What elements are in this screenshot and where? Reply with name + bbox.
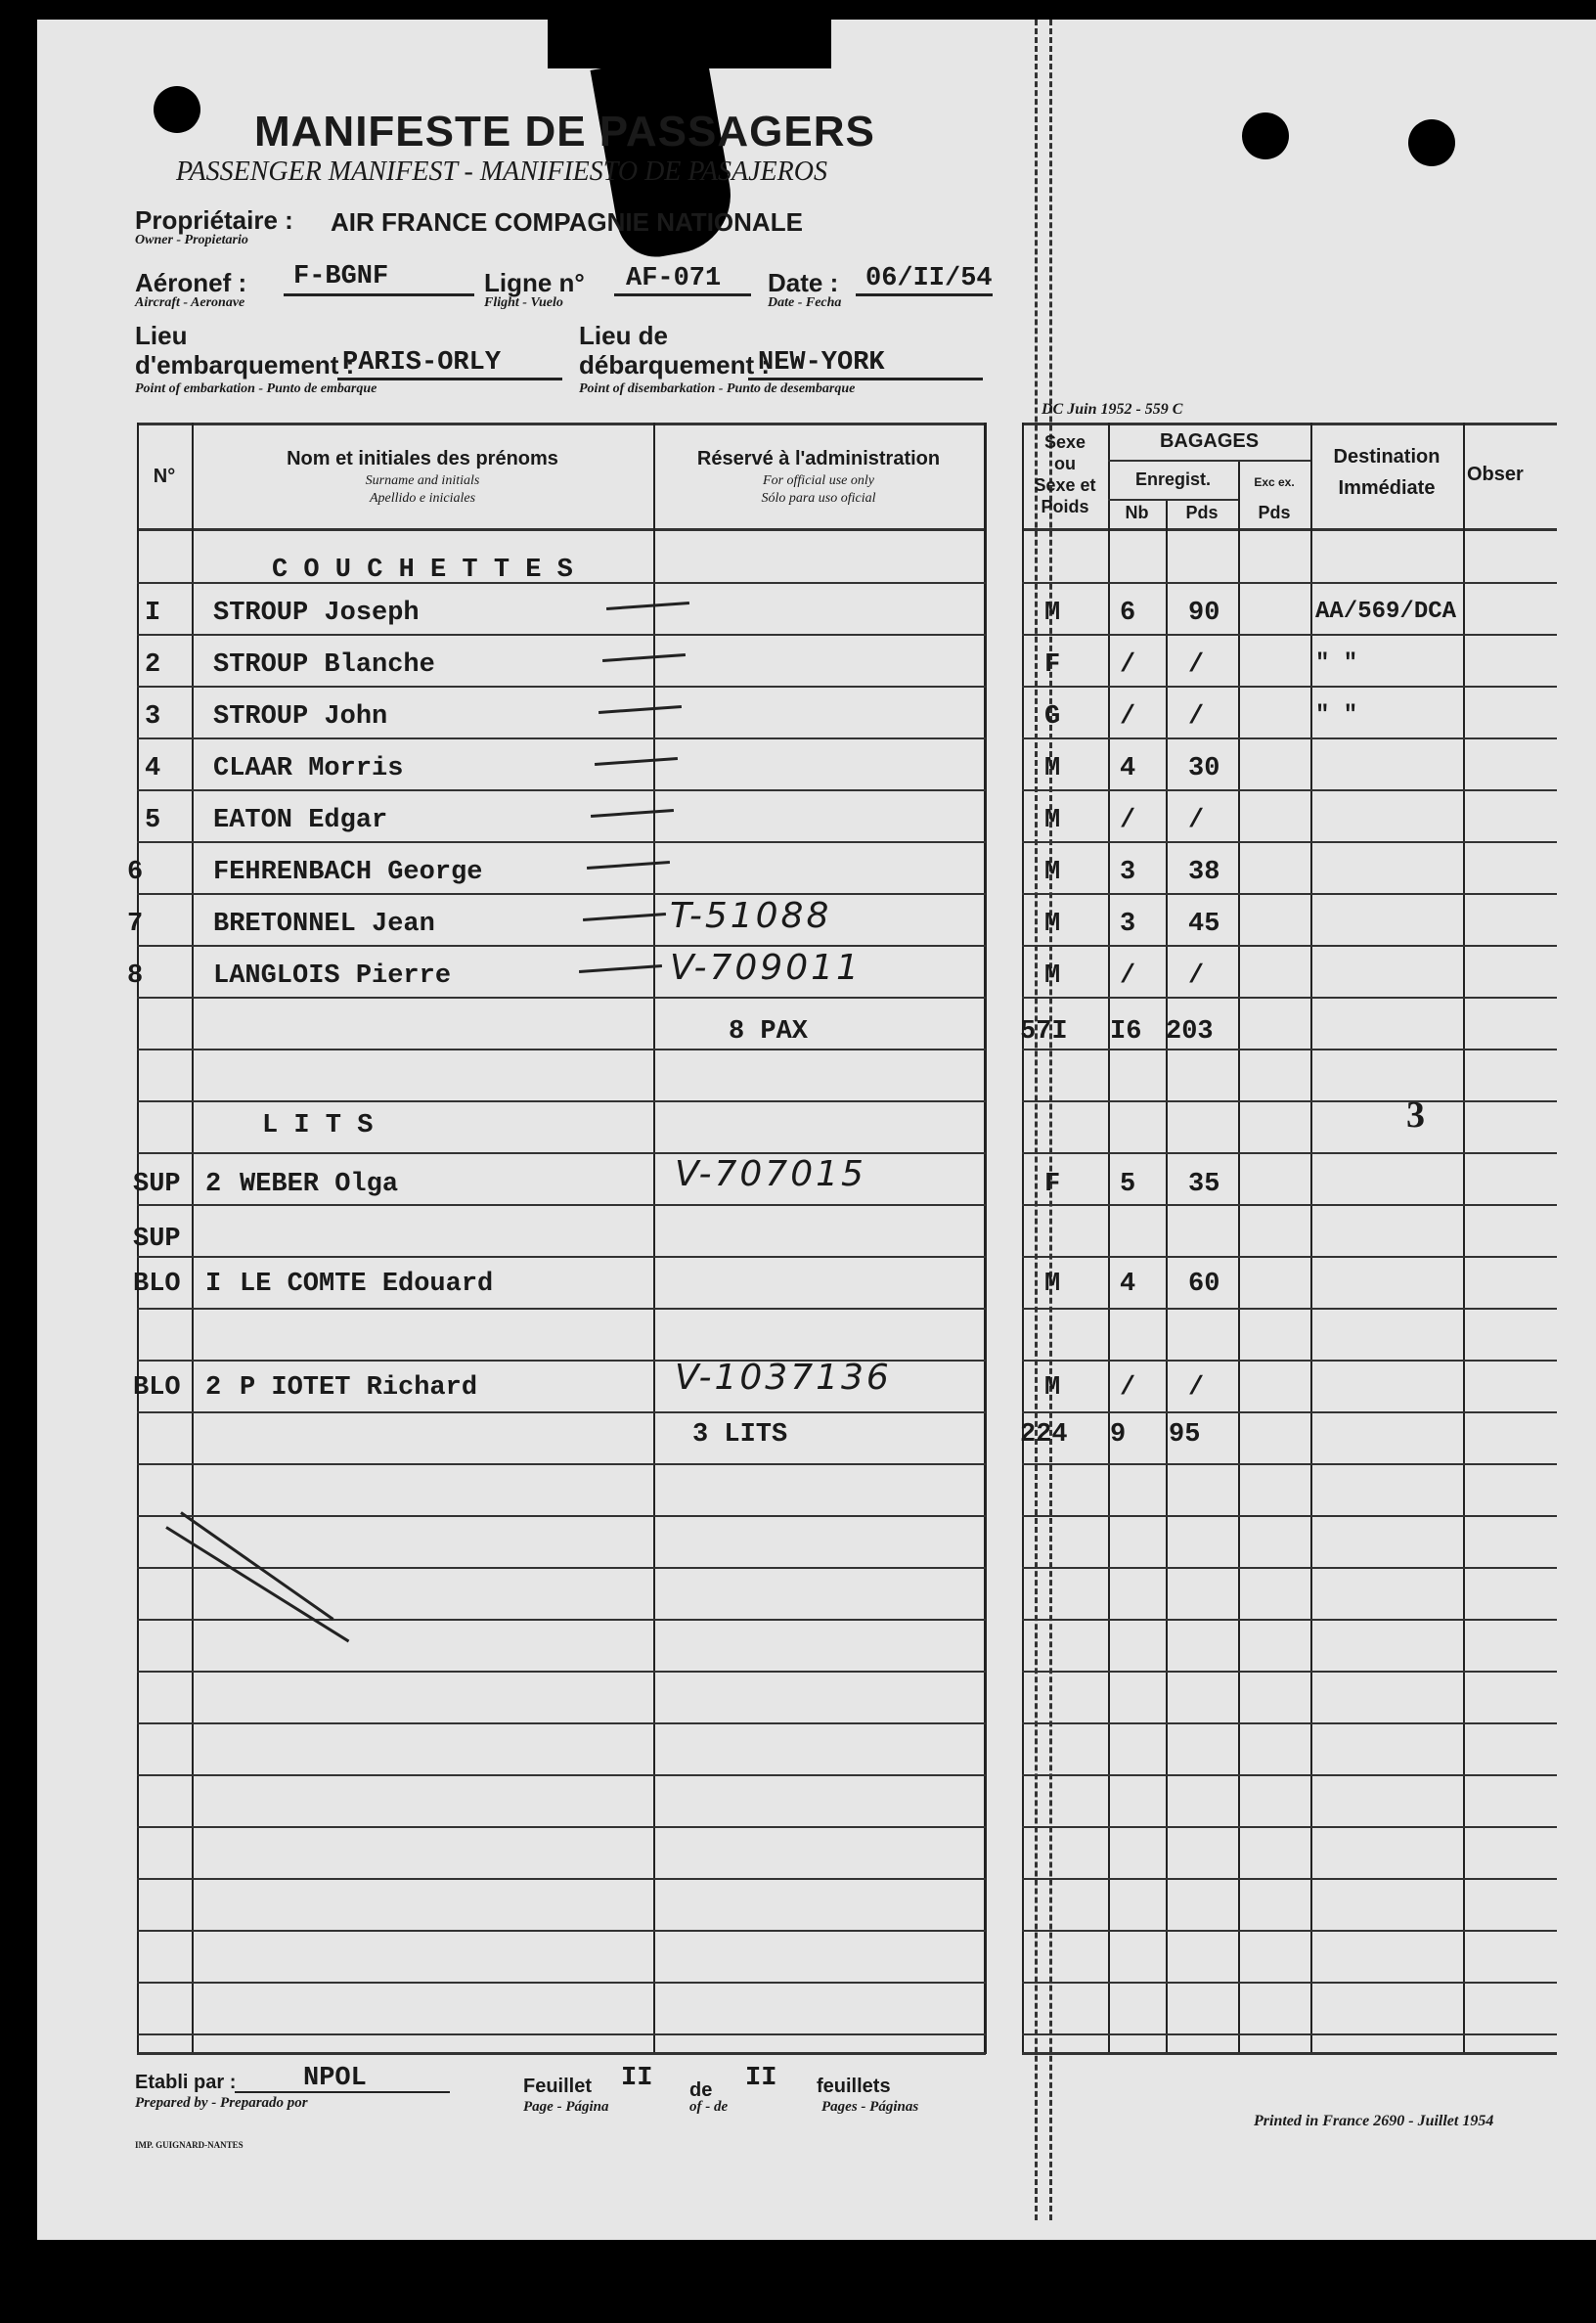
- col-observations: Obser: [1467, 464, 1524, 485]
- passenger-sex: F: [1044, 650, 1061, 680]
- passenger-bag-weight: 38: [1188, 858, 1220, 887]
- of-sublabel: of - de: [689, 2099, 729, 2115]
- flight-label: Ligne n°: [484, 268, 585, 297]
- col-sex-3: Sexe et: [1034, 475, 1096, 495]
- embark-label-2: d'embarquement :: [135, 350, 355, 380]
- lit-berth: SUP: [133, 1225, 181, 1254]
- flight-value: AF-071: [626, 264, 722, 293]
- passenger-bag-count: /: [1120, 961, 1136, 991]
- printed-in-france: Printed in France 2690 - Juillet 1954: [1254, 2113, 1494, 2129]
- fold-line: [1035, 20, 1052, 2220]
- passenger-number: 2: [145, 650, 161, 680]
- passenger-admin-ref: T-51088: [670, 896, 832, 936]
- col-enregist: Enregist.: [1134, 469, 1212, 489]
- passenger-sex: M: [1044, 961, 1061, 991]
- passenger-number: 5: [145, 806, 161, 835]
- col-destination-1: Destination: [1333, 446, 1441, 468]
- passenger-sex: M: [1044, 754, 1061, 783]
- lit-name: WEBER Olga: [240, 1170, 399, 1199]
- col-name-es: Apellido e iniciales: [369, 491, 476, 506]
- passenger-bag-count: /: [1120, 702, 1136, 732]
- col-no: N°: [153, 466, 176, 487]
- passenger-name: EATON Edgar: [213, 806, 388, 835]
- subtotal-couchettes-poids: 57I: [1020, 1017, 1068, 1047]
- passenger-bag-weight: 90: [1188, 599, 1220, 628]
- passenger-number: 8: [127, 961, 144, 991]
- disembark-label-2: débarquement :: [579, 350, 771, 380]
- passenger-destination: " ": [1315, 650, 1358, 677]
- passenger-bag-weight: /: [1188, 650, 1205, 680]
- flight-sublabel: Flight - Vuelo: [484, 295, 563, 310]
- punch-hole: [154, 86, 200, 133]
- punch-hole: [1408, 119, 1455, 166]
- subtotal-lits-label: 3 LITS: [692, 1420, 788, 1450]
- of-value: II: [745, 2064, 777, 2093]
- passenger-name: STROUP John: [213, 702, 388, 732]
- page-label: Feuillet: [523, 2076, 593, 2097]
- lit-number: 2: [205, 1170, 222, 1199]
- owner-label: Propriétaire :: [135, 205, 293, 235]
- lit-berth: SUP: [133, 1170, 181, 1199]
- passenger-name: BRETONNEL Jean: [213, 910, 435, 939]
- passenger-destination: AA/569/DCA: [1315, 599, 1457, 625]
- passenger-name: STROUP Blanche: [213, 650, 435, 680]
- lit-bag-count: 5: [1120, 1170, 1136, 1199]
- passenger-name: LANGLOIS Pierre: [213, 961, 452, 991]
- prepared-value: NPOL: [303, 2064, 367, 2093]
- subtotal-couchettes-pds: 203: [1166, 1017, 1214, 1047]
- section-lits: L I T S: [262, 1111, 374, 1140]
- passenger-bag-count: 4: [1120, 754, 1136, 783]
- lit-bag-weight: /: [1188, 1373, 1205, 1403]
- pages-label: feuillets: [817, 2076, 891, 2097]
- punch-hole: [1242, 112, 1289, 159]
- lit-admin-ref: V-1037136: [675, 1358, 892, 1398]
- passenger-bag-count: 6: [1120, 599, 1136, 628]
- aircraft-value: F-BGNF: [293, 262, 389, 291]
- col-admin-es: Sólo para uso oficial: [761, 491, 876, 506]
- col-pds: Pds: [1185, 503, 1219, 522]
- embark-sublabel: Point of embarkation - Punto de embarque: [135, 381, 377, 396]
- passenger-bag-weight: /: [1188, 702, 1205, 732]
- aircraft-sublabel: Aircraft - Aeronave: [135, 295, 245, 310]
- lit-number: 2: [205, 1373, 222, 1403]
- col-bagages: BAGAGES: [1159, 430, 1260, 452]
- passenger-bag-weight: 30: [1188, 754, 1220, 783]
- passenger-sex: M: [1044, 806, 1061, 835]
- col-sex-4: Poids: [1041, 497, 1089, 516]
- owner-sublabel: Owner - Propietario: [135, 233, 248, 247]
- lit-sex: F: [1044, 1170, 1061, 1199]
- passenger-sex: G: [1044, 702, 1061, 732]
- passenger-number: 7: [127, 910, 144, 939]
- manifest-subtitle: PASSENGER MANIFEST - MANIFIESTO DE PASAJEROS: [176, 156, 827, 187]
- passenger-name: FEHRENBACH George: [213, 858, 483, 887]
- lit-sex: M: [1044, 1270, 1061, 1299]
- col-sex-2: ou: [1054, 454, 1076, 473]
- lit-name: LE COMTE Edouard: [240, 1270, 494, 1299]
- subtotal-lits-pds: 95: [1169, 1420, 1201, 1450]
- printer-imprint: IMP. GUIGNARD-NANTES: [135, 2140, 244, 2150]
- aircraft-label: Aéronef :: [135, 268, 247, 297]
- page-value: II: [621, 2064, 653, 2093]
- page-sublabel: Page - Página: [523, 2099, 609, 2115]
- passenger-name: CLAAR Morris: [213, 754, 404, 783]
- section-couchettes: C O U C H E T T E S: [272, 556, 573, 585]
- passenger-number: 3: [145, 702, 161, 732]
- col-sex-1: Sexe: [1043, 432, 1086, 452]
- lit-admin-ref: V-707015: [675, 1154, 866, 1194]
- embark-value: PARIS-ORLY: [342, 348, 502, 378]
- subtotal-couchettes-nb: I6: [1110, 1017, 1142, 1047]
- lits-count-mark: 3: [1406, 1094, 1425, 1136]
- date-value: 06/II/54: [865, 264, 993, 293]
- passenger-name: STROUP Joseph: [213, 599, 420, 628]
- disembark-label-1: Lieu de: [579, 321, 669, 350]
- passenger-admin-ref: V-709011: [670, 948, 862, 988]
- lit-number: I: [205, 1270, 222, 1299]
- passenger-number: 6: [127, 858, 144, 887]
- subtotal-couchettes-label: 8 PAX: [729, 1017, 809, 1047]
- lit-bag-weight: 35: [1188, 1170, 1220, 1199]
- lit-sex: M: [1044, 1373, 1061, 1403]
- disembark-sublabel: Point of disembarkation - Punto de desembarque: [579, 381, 856, 396]
- lit-bag-count: /: [1120, 1373, 1136, 1403]
- col-name: Nom et initiales des prénoms: [287, 448, 558, 469]
- passenger-bag-weight: /: [1188, 961, 1205, 991]
- disembark-value: NEW-YORK: [758, 348, 885, 378]
- passenger-sex: M: [1044, 910, 1061, 939]
- passenger-bag-count: 3: [1120, 858, 1136, 887]
- col-nb: Nb: [1125, 503, 1149, 522]
- of-label: de: [689, 2079, 713, 2101]
- lit-berth: BLO: [133, 1373, 181, 1403]
- col-destination-2: Immédiate: [1338, 477, 1436, 499]
- passenger-destination: " ": [1315, 702, 1358, 729]
- passenger-bag-weight: /: [1188, 806, 1205, 835]
- subtotal-lits-poids: 224: [1020, 1420, 1068, 1450]
- prepared-label: Etabli par :: [135, 2072, 237, 2093]
- passenger-number: 4: [145, 754, 161, 783]
- lit-berth: BLO: [133, 1270, 181, 1299]
- passenger-bag-count: 3: [1120, 910, 1136, 939]
- col-name-en: Surname and initials: [365, 473, 480, 488]
- owner-value: AIR FRANCE COMPAGNIE NATIONALE: [331, 207, 803, 237]
- date-label: Date :: [768, 268, 839, 297]
- passenger-bag-count: /: [1120, 806, 1136, 835]
- lit-name: P IOTET Richard: [240, 1373, 478, 1403]
- lit-bag-count: 4: [1120, 1270, 1136, 1299]
- col-admin: Réservé à l'administration: [696, 448, 941, 469]
- form-code: DC Juin 1952 - 559 C: [1042, 401, 1183, 418]
- prepared-sublabel: Prepared by - Preparado por: [135, 2095, 308, 2111]
- passenger-number: I: [145, 599, 161, 628]
- lit-bag-weight: 60: [1188, 1270, 1220, 1299]
- col-admin-en: For official use only: [763, 473, 874, 488]
- manifest-title: MANIFESTE DE PASSAGERS: [254, 108, 875, 156]
- pages-sublabel: Pages - Páginas: [821, 2099, 919, 2115]
- date-sublabel: Date - Fecha: [768, 295, 842, 310]
- subtotal-lits-nb: 9: [1110, 1420, 1127, 1450]
- embark-label-1: Lieu: [135, 321, 188, 350]
- passenger-bag-count: /: [1120, 650, 1136, 680]
- col-pds2: Pds: [1258, 503, 1291, 522]
- passenger-sex: M: [1044, 599, 1061, 628]
- passenger-sex: M: [1044, 858, 1061, 887]
- passenger-bag-weight: 45: [1188, 910, 1220, 939]
- col-excess: Exc ex.: [1254, 475, 1295, 489]
